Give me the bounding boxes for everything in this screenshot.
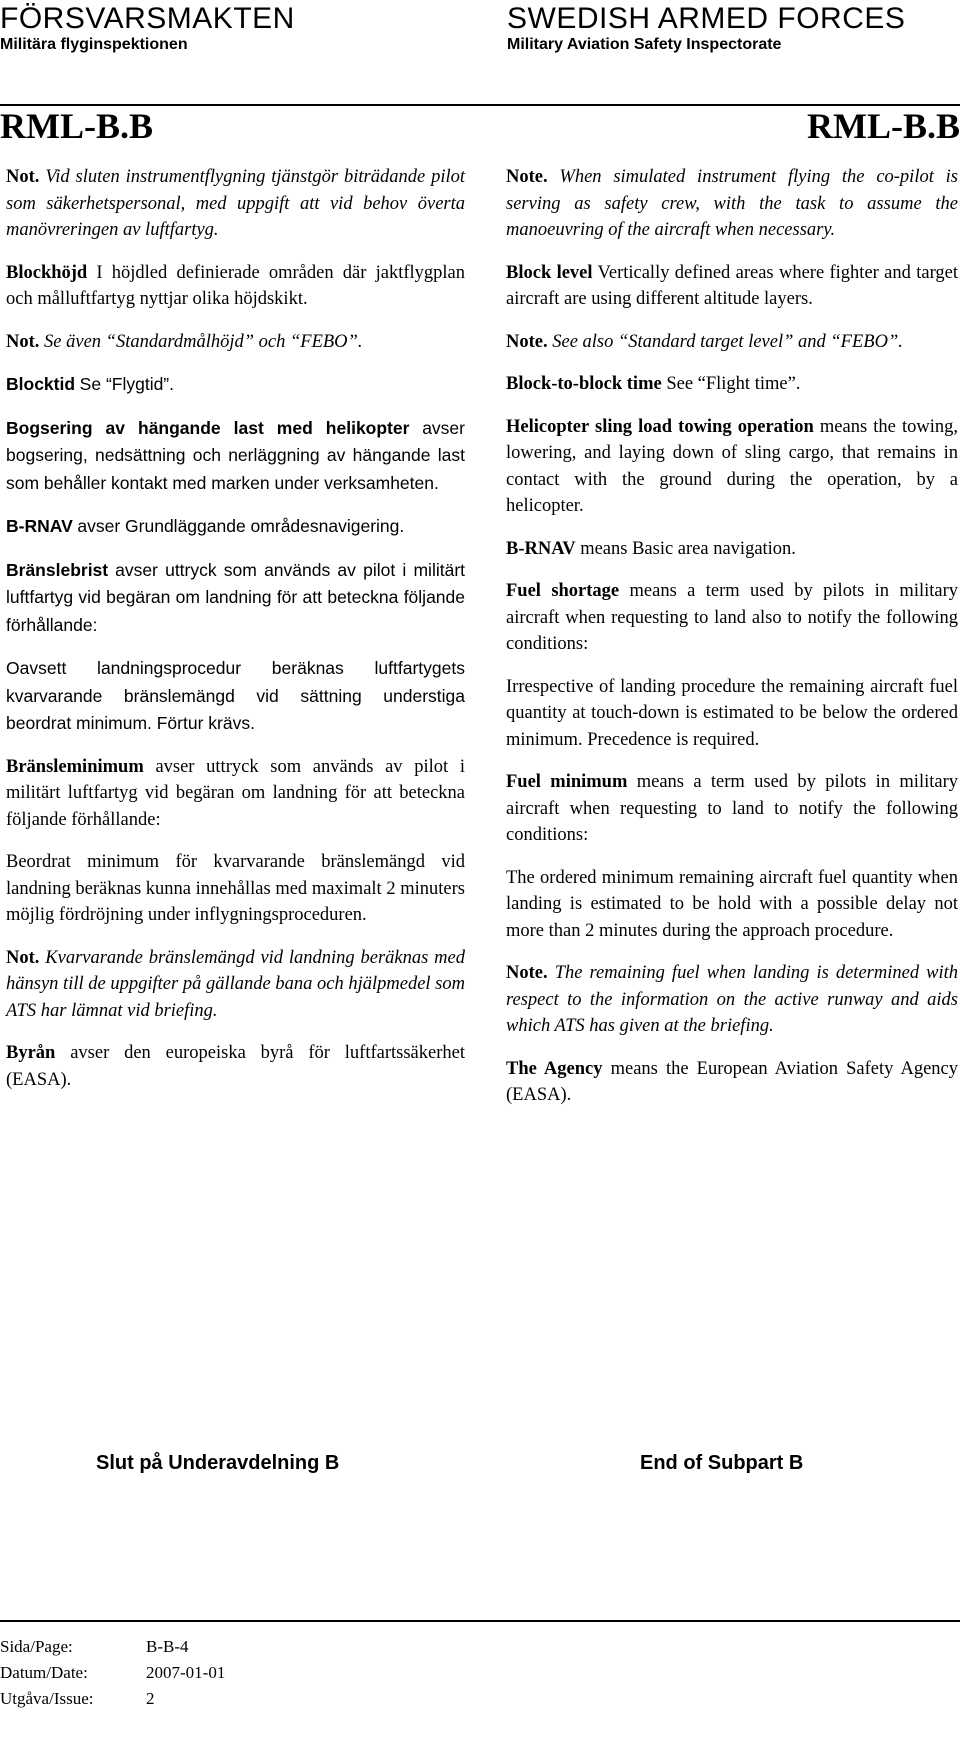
definition-text: means a term used by pilots in military aircraft when requesting to land to notify the following conditions: — [506, 772, 958, 845]
definition-paragraph — [6, 557, 465, 640]
definition-text: Oavsett landningsprocedur beräknas luftfartygets kvarvarande bränslemängd vid sättning understiga beordrat minimum. Förtur krävs. — [6, 658, 465, 733]
note-label: Not. — [6, 331, 40, 352]
term: Blocktid — [6, 374, 76, 394]
doc-code-left: RML-B.B — [0, 106, 153, 146]
header-left — [0, 2, 295, 54]
definition-text: avser uttryck som används av pilot i militärt luftfartyg vid begäran om landning för att beteckna följande förhållande: — [6, 756, 466, 830]
term: Byrån — [6, 1043, 56, 1063]
definition-paragraph — [6, 754, 465, 834]
definition-text: Vertically defined areas where fighter and target aircraft are using different altitude layers. — [506, 262, 958, 309]
definition-text: avser den europeiska byrå för luftfartssäkerhet (EASA). — [6, 1043, 465, 1090]
header-right — [507, 2, 905, 54]
note-label: Not. — [6, 947, 40, 968]
doc-code-right: RML-B.B — [807, 106, 960, 146]
definition-text: See “Flight time”. — [666, 374, 801, 394]
footer-row-page — [0, 1634, 225, 1660]
definition-text: means the European Aviation Safety Agency (EASA). — [506, 1058, 959, 1105]
term: Block level — [506, 262, 593, 283]
term: B-RNAV — [506, 538, 576, 559]
note-text: When simulated instrument flying the co-pilot is serving as safety crew, with the task to assume the manoeuvring of the aircraft when necessary. — [506, 167, 958, 240]
org-subtitle-en: Military Aviation Safety Inspectorate — [507, 36, 782, 53]
definition-paragraph — [6, 655, 465, 738]
definition-paragraph — [6, 513, 465, 541]
org-subtitle-sv: Militära flyginspektionen — [0, 36, 188, 53]
page-label: Sida/Page: — [0, 1637, 73, 1656]
note-label: Note. — [506, 331, 548, 352]
footer — [0, 1634, 225, 1712]
definition-text: means Basic area navigation. — [580, 538, 796, 559]
page-value: B-B-4 — [146, 1637, 189, 1656]
note-text: Se även “Standardmålhöjd” och “FEBO”. — [44, 331, 363, 352]
term: Block-to-block time — [506, 374, 662, 394]
definition-text: avser bogsering, nedsättning och nerläggning av hängande last som behåller kontakt med marken under verksamheten. — [6, 417, 465, 493]
note-label: Not. — [6, 167, 40, 187]
definition-text: avser uttryck som används av pilot i militärt luftfartyg vid begäran om landning för att beteckna följande förhållande: — [6, 559, 466, 635]
definition-paragraph — [506, 769, 958, 849]
issue-label: Utgåva/Issue: — [0, 1689, 94, 1708]
date-value: 2007-01-01 — [146, 1663, 226, 1682]
note-text: Kvarvarande bränslemängd vid landning beräknas med hänsyn till de uppgifter på gällande bana och hjälpmedel som ATS har lämnat vid briefing. — [6, 947, 466, 1021]
definition-paragraph — [506, 865, 958, 945]
definition-paragraph — [6, 329, 465, 356]
definition-text: I höjdled definierade områden där jaktflygplan och målluftfartyg nyttjar olika höjdskikt. — [6, 262, 465, 309]
org-name-en: SWEDISH ARMED FORCES — [507, 2, 906, 35]
definition-paragraph — [6, 371, 465, 399]
definition-paragraph — [6, 849, 465, 929]
term: Bränslebrist — [6, 559, 109, 580]
note-text: The remaining fuel when landing is determined with respect to the information on the active runway and aids which ATS has given at the briefing. — [506, 963, 959, 1036]
definition-paragraph — [6, 415, 465, 498]
definition-paragraph — [506, 164, 958, 244]
definition-paragraph — [506, 414, 958, 520]
term: The Agency — [506, 1058, 603, 1079]
definition-paragraph — [506, 260, 958, 313]
definition-text: Irrespective of landing procedure the remaining aircraft fuel quantity at touch-down is estimated to be below the ordered minimum. Precedence is required. — [506, 676, 958, 750]
note-label: Note. — [506, 963, 548, 983]
english-column — [506, 164, 958, 1125]
term: B-RNAV — [6, 516, 73, 536]
end-of-subpart-en: End of Subpart B — [640, 1452, 804, 1474]
definition-paragraph — [506, 329, 958, 356]
footer-rule — [0, 1620, 960, 1622]
definition-paragraph — [6, 945, 465, 1025]
term: Blockhöjd — [6, 262, 88, 283]
footer-row-issue — [0, 1686, 225, 1712]
org-name-sv: FÖRSVARSMAKTEN — [0, 2, 295, 35]
definition-paragraph — [506, 960, 958, 1040]
note-text: Vid sluten instrumentflygning tjänstgör biträdande pilot som säkerhetspersonal, med uppgift att vid behov överta manövreringen av luftfartyg. — [6, 167, 465, 240]
definition-text: avser Grundläggande områdesnavigering. — [77, 516, 405, 536]
definition-paragraph — [506, 1056, 958, 1109]
issue-value: 2 — [146, 1689, 155, 1708]
definition-paragraph — [6, 260, 465, 313]
term: Bogsering av hängande last med helikopter — [6, 417, 410, 438]
term: Helicopter sling load towing operation — [506, 416, 814, 437]
term: Fuel shortage — [506, 581, 620, 601]
definition-paragraph — [506, 578, 958, 658]
swedish-column — [6, 164, 465, 1109]
definition-paragraph — [506, 536, 958, 563]
term: Bränsleminimum — [6, 756, 144, 777]
definition-paragraph — [6, 164, 465, 244]
term: Fuel minimum — [506, 772, 628, 792]
date-label: Datum/Date: — [0, 1663, 88, 1682]
definition-text: means the towing, lowering, and laying down of sling cargo, that remains in contact with the ground during the operation, by a helicopter. — [506, 416, 959, 516]
note-text: See also “Standard target level” and “FEBO”. — [552, 331, 903, 352]
definition-text: means a term used by pilots in military aircraft when requesting to land also to notify the following conditions: — [506, 581, 958, 654]
note-label: Note. — [506, 167, 548, 187]
definition-paragraph — [506, 371, 958, 398]
end-of-subpart-sv: Slut på Underavdelning B — [96, 1452, 340, 1474]
definition-paragraph — [506, 674, 958, 754]
definition-text: Beordrat minimum för kvarvarande bränslemängd vid landning beräknas kunna innehållas med maximalt 2 minuters möjlig fördröjning under inflygningsproceduren. — [6, 852, 465, 925]
definition-paragraph — [6, 1040, 465, 1093]
definition-text: Se “Flygtid”. — [79, 374, 174, 394]
footer-row-date — [0, 1660, 225, 1686]
definition-text: The ordered minimum remaining aircraft fuel quantity when landing is estimated to be hold with a possible delay not more than 2 minutes during the approach procedure. — [506, 867, 958, 941]
